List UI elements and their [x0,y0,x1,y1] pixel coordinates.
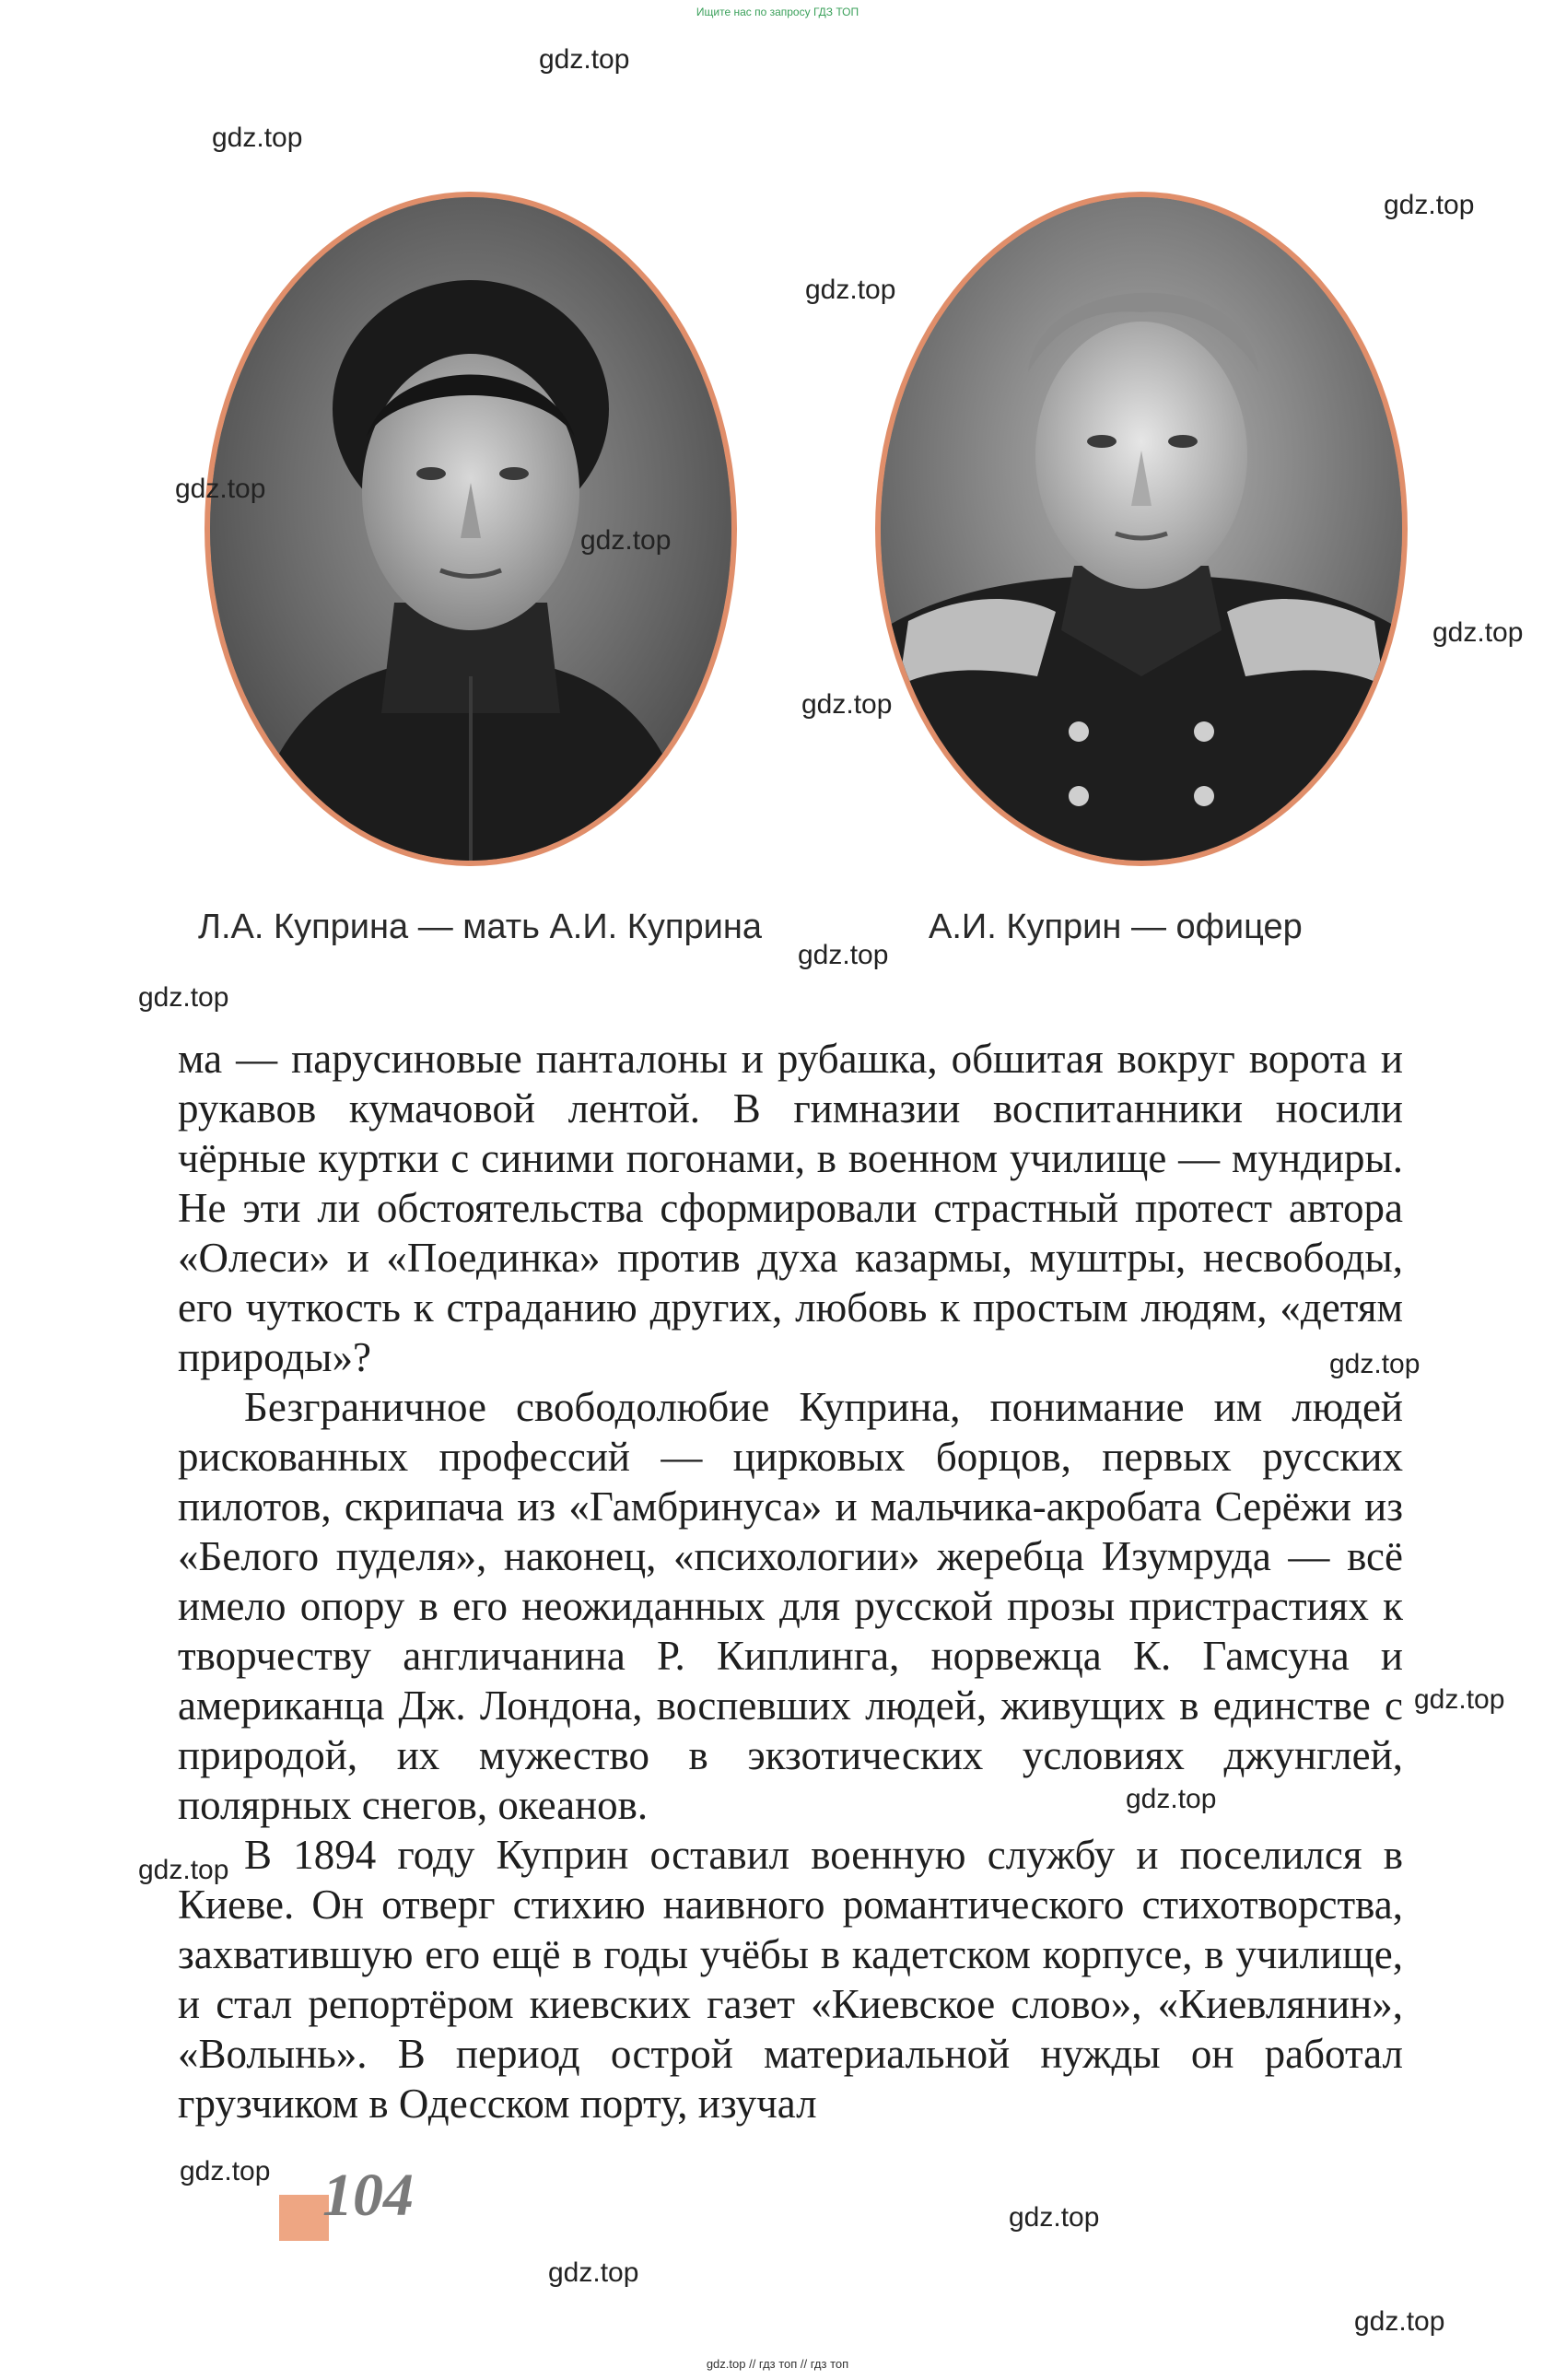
watermark: gdz.top [1432,617,1524,648]
portrait-officer-image [881,197,1402,861]
watermark: gdz.top [180,2156,271,2187]
portrait-officer [875,192,1408,866]
watermark: gdz.top [138,1855,229,1885]
watermark: gdz.top [212,123,303,153]
paragraph-2: Безграничное свободолюбие Куприна, понимание им людей рискованных профессий — цирковых борцов, первых русских пилотов, скрипача из «Гамбринуса» и мальчика-акробата Серёжи из «Белого пуделя», наконец, «психологии» жеребца Изумруда — всё имело опору в его неожиданных для русской прозы пристрастиях к творчеству англичанина Р. Киплинга, норвежца К. Гамсуна и американца Дж. Лондона, воспевших людей, живущих в единстве с природой, их мужество в экзотических условиях джунглей, полярных снегов, океанов. [178,1384,1403,1828]
watermark: gdz.top [1329,1349,1421,1379]
watermark: gdz.top [798,940,889,970]
watermark: gdz.top [175,474,266,504]
watermark: gdz.top [1384,190,1475,220]
page-number: 104 [322,2162,414,2229]
header-note: Ищите нас по запросу ГДЗ ТОП [696,6,859,18]
watermark: gdz.top [1354,2306,1445,2337]
watermark: gdz.top [1009,2202,1100,2233]
caption-mother: Л.А. Куприна — мать А.И. Куприна [198,908,762,946]
body-text [178,1034,1403,2128]
paragraph-3: В 1894 году Куприн оставил военную службу и поселился в Киеве. Он отверг стихию наивного романтического стихотворства, захватившую его ещё в годы учёбы в кадетском корпусе, в училище, и стал репортёром киевских газет «Киевское слово», «Киевлянин», «Волынь». В период острой материальной нужды он работал грузчиком в Одесском порту, изучал [178,1832,1403,2127]
watermark: gdz.top [1126,1784,1217,1814]
watermark: gdz.top [548,2257,639,2288]
page-number-marker [279,2195,329,2241]
caption-officer: А.И. Куприн — офицер [929,908,1303,946]
watermark: gdz.top [805,275,896,305]
watermark: gdz.top [801,689,893,720]
watermark: gdz.top [1414,1684,1505,1715]
footer-note: gdz.top // гдз топ // гдз топ [706,2357,849,2371]
watermark: gdz.top [539,44,630,75]
watermark: gdz.top [138,982,229,1013]
watermark: gdz.top [580,525,672,556]
paragraph-1: ма — парусиновые панталоны и рубашка, обшитая вокруг ворота и рукавов кумачовой лентой. В гимназии воспитанники носили чёрные куртки с синими погонами, в военном училище — мундиры. Не эти ли обстоятельства сформировали страстный протест автора «Олеси» и «Поединка» против духа казармы, муштры, несвободы, его чуткость к страданию других, любовь к простым людям, «детям природы»? [178,1036,1403,1380]
